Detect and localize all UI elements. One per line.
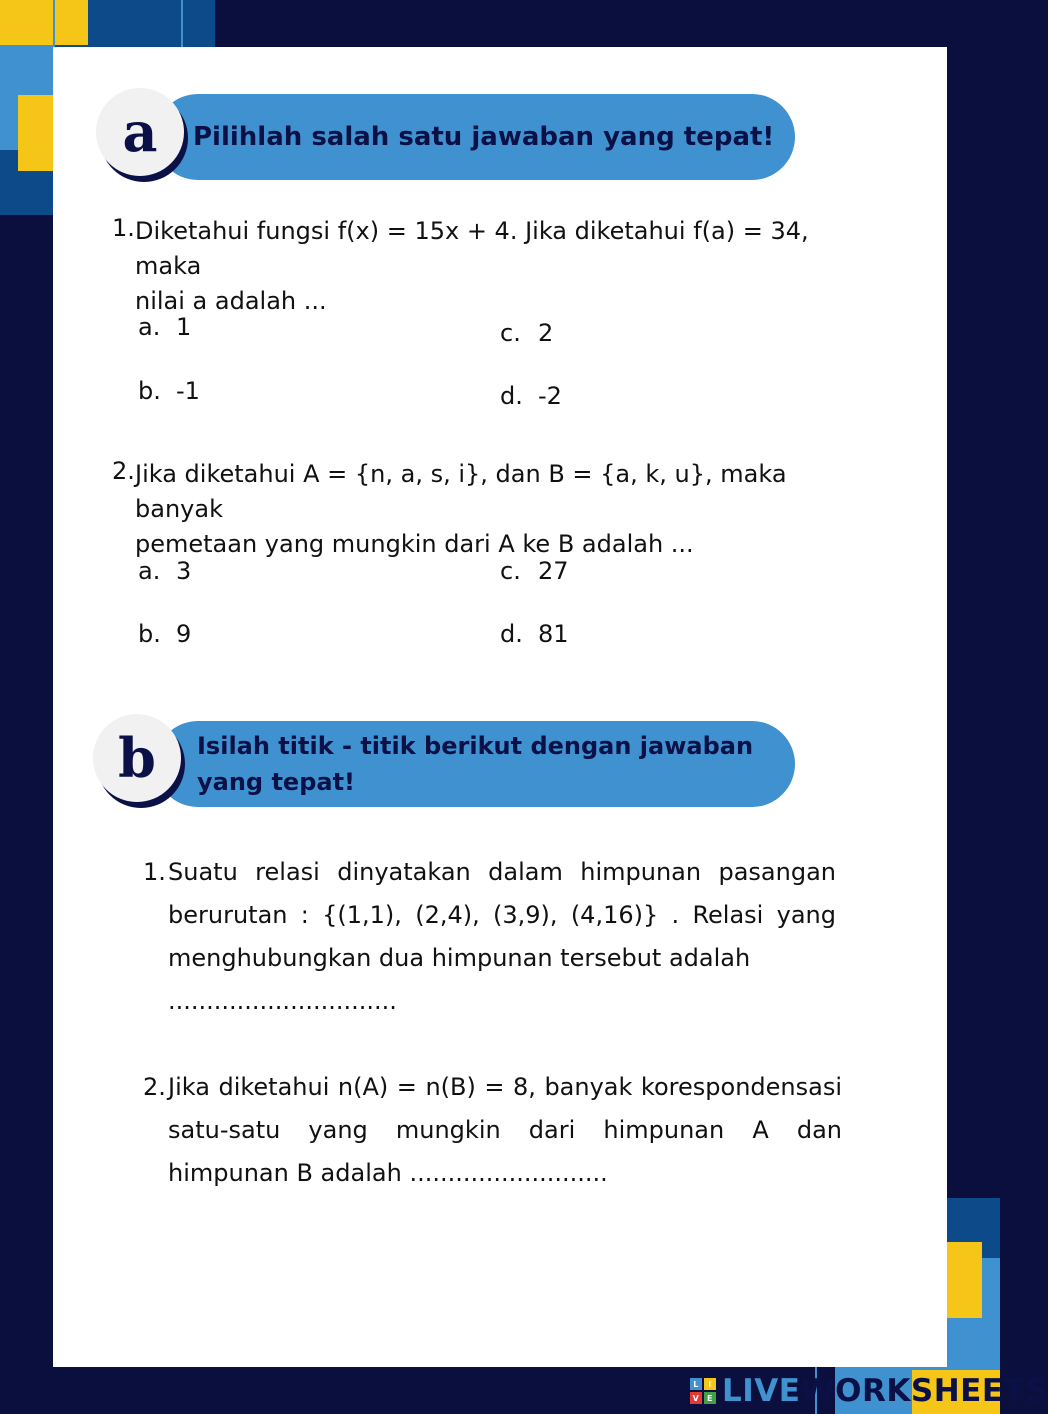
essay-1-number: 1. [143,858,166,886]
essay-2-blank[interactable]: .......................... [409,1159,608,1187]
question-1-option-c[interactable]: c. 2 [500,319,554,347]
section-a-title: Pilihlah salah satu jawaban yang tepat! [193,122,775,152]
essay-1-text: Suatu relasi dinyatakan dalam himpunan pasangan berurutan : {(1,1), (2,4), (3,9), (4,16)} . Relasi yang menghubungkan dua himpunan tersebut adalah .............................. [168,858,836,1015]
question-2-text: Jika diketahui A = {n, a, s, i}, dan B = {a, k, u}, maka banyak pemetaan yang mungkin dari A ke B adalah ... [135,460,787,558]
section-a-badge: a [96,88,184,176]
question-2-option-c[interactable]: c. 27 [500,557,569,585]
section-b-title-line2: yang tepat! [197,768,356,796]
question-1-number: 1. [112,214,135,242]
question-2-option-a[interactable]: a. 3 [138,557,192,585]
section-a-header [155,94,795,180]
question-1-option-b[interactable]: b. -1 [138,377,200,405]
question-1-text: Diketahui fungsi f(x) = 15x + 4. Jika diketahui f(a) = 34, maka nilai a adalah ... [135,217,809,315]
essay-2-number: 2. [143,1073,166,1101]
question-2-option-d[interactable]: d. 81 [500,620,569,648]
liveworksheets-logo: L I V E LIVE WORKSHEETS [690,1374,1048,1408]
logo-grid-icon: L I V E [690,1378,716,1404]
question-2-number: 2. [112,457,135,485]
question-1-option-a[interactable]: a. 1 [138,313,192,341]
essay-2-text: Jika diketahui n(A) = n(B) = 8, banyak korespondensasi satu-satu yang mungkin dari himpunan A dan himpunan B adalah .......................... [168,1073,842,1187]
section-b-header [155,721,795,807]
question-1-option-d[interactable]: d. -2 [500,382,562,410]
section-b-badge: b [93,714,181,802]
question-2-option-b[interactable]: b. 9 [138,620,192,648]
section-b-title-line1: Isilah titik - titik berikut dengan jawaban [197,732,754,760]
essay-1-blank[interactable]: .............................. [168,987,397,1015]
